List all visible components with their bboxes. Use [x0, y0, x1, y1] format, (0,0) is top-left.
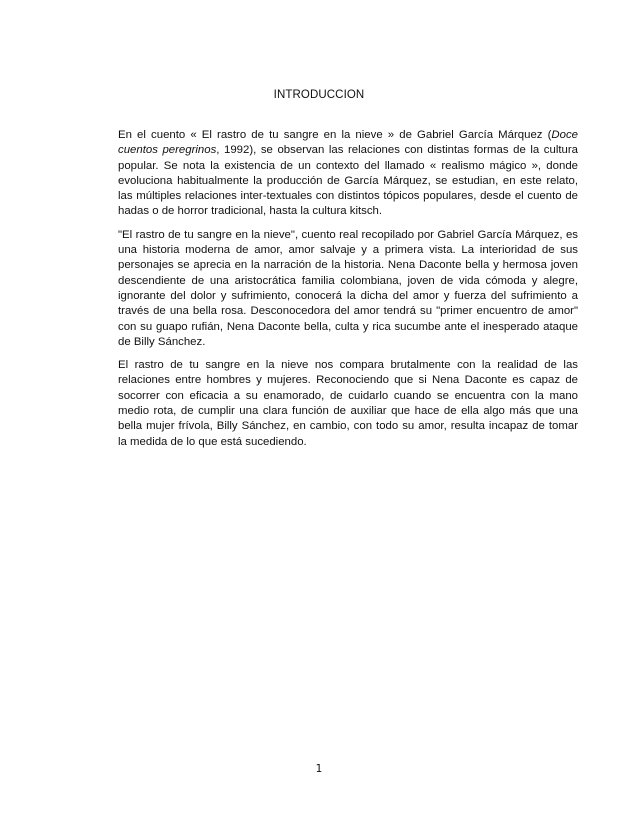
document-title: INTRODUCCION	[273, 89, 365, 101]
paragraph-story-summary: "El rastro de tu sangre en la nieve", cuento real recopilado por Gabriel García Márquez, es una historia moderna de amor, amor salvaje y a primera vista. La interioridad de sus personajes se aprecia en la narración de la historia. Nena Daconte bella y hermosa joven descendiente de una aristocrática familia colombiana, joven de vida cómoda y alegre, ignorante del dolor y sufrimiento, conocerá la dicha del amor y fuerza del sufrimiento a través de una bella rosa. Desconocedora del amor tendrá su "primer encuentro de amor" con su guapo rufián, Nena Daconte bella, culta y rica sucumbe ante el inesperado ataque de Billy Sánchez.	[118, 228, 578, 348]
book-title-italic: Doce cuentos peregrinos	[118, 129, 578, 157]
paragraph-1-text-start: En el cuento « El rastro de tu sangre en la nieve » de Gabriel García Márquez (	[118, 129, 552, 141]
paragraph-introduction	[118, 128, 578, 220]
paragraph-relationships: El rastro de tu sangre en la nieve nos compara brutalmente con la realidad de las relaciones entre hombres y mujeres. Reconociendo que si Nena Daconte es capaz de socorrer con eficacia a su enamorado, de cuidarlo cuando se encuentra con la mano medio rota, de cumplir una clara función de auxiliar que hace de ella algo más que una bella mujer frívola, Billy Sánchez, en cambio, con todo su amor, resulta incapaz de tomar la medida de lo que está sucediendo.	[118, 359, 578, 448]
document-body	[118, 128, 578, 458]
page-number: 1	[315, 763, 323, 775]
paragraph-1-text-end: , 1992), se observan las relaciones con distintas formas de la cultura popular. Se nota la existencia de un contexto del llamado « realismo mágico », donde evoluciona habitualmente la producción de García Márquez, se estudian, en este relato, las múltiples relaciones inter-textuales con distintos tópicos populares, desde el cuento de hadas o de horror tradicional, hasta la cultura kitsch.	[118, 144, 578, 218]
